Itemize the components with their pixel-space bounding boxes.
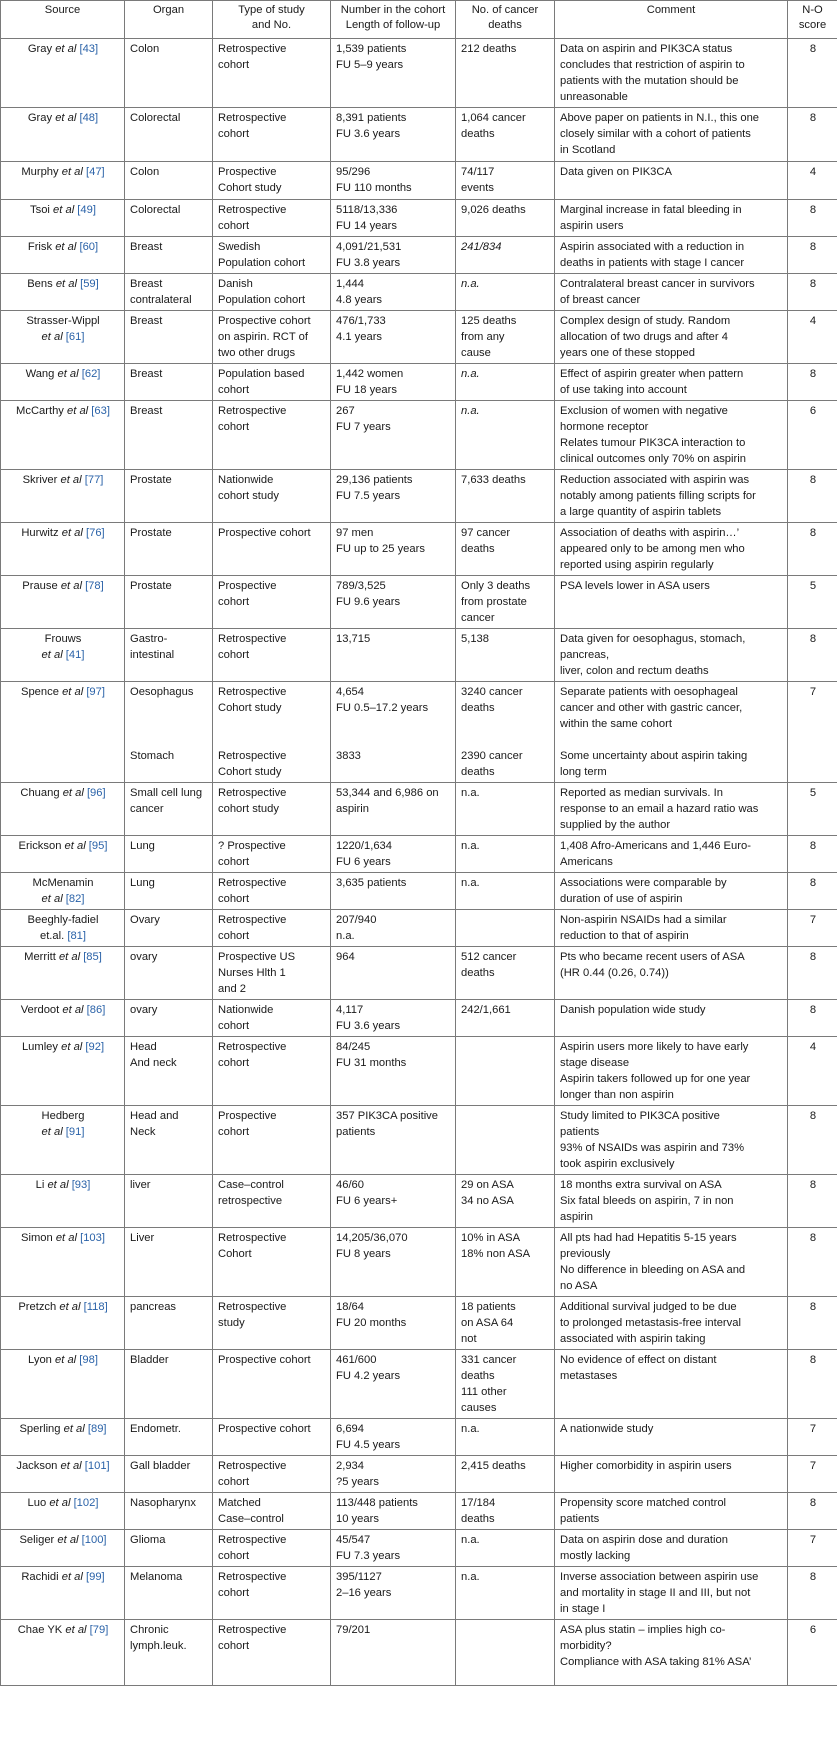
reference-link[interactable]: [102]	[73, 1497, 99, 1509]
cell-organ: Ovary	[125, 910, 213, 947]
cell-cohort-number: 13,715	[331, 629, 456, 682]
cell-source: Luo et al [102]	[1, 1493, 125, 1530]
col-type-header: Type of study and No.	[213, 1, 331, 39]
cell-no-score: 5	[788, 783, 837, 836]
cell-source: Jackson et al [101]	[1, 1456, 125, 1493]
reference-link[interactable]: [98]	[79, 1354, 98, 1366]
cell-comment: Higher comorbidity in aspirin users	[555, 1456, 788, 1493]
cell-cohort-number: 5118/13,336 FU 14 years	[331, 200, 456, 237]
cell-comment: No evidence of effect on distant metastases	[555, 1350, 788, 1419]
cell-no-score: 6	[788, 401, 837, 470]
cell-organ: Gall bladder	[125, 1456, 213, 1493]
table-row	[1, 237, 837, 274]
table-row	[1, 1000, 837, 1037]
table-row	[1, 1175, 837, 1228]
cell-no-score: 8	[788, 39, 837, 108]
table-row	[1, 1350, 837, 1419]
cell-no-score: 7	[788, 682, 837, 783]
table-row	[1, 947, 837, 1000]
cell-cancer-deaths	[456, 1037, 555, 1106]
cell-comment: 18 months extra survival on ASA Six fatal bleeds on aspirin, 7 in non aspirin	[555, 1175, 788, 1228]
cell-cancer-deaths: 17/184 deaths	[456, 1493, 555, 1530]
cell-cancer-deaths: 29 on ASA 34 no ASA	[456, 1175, 555, 1228]
cell-source: Pretzch et al [118]	[1, 1297, 125, 1350]
cell-no-score: 8	[788, 1106, 837, 1175]
cell-no-score: 7	[788, 1456, 837, 1493]
reference-link[interactable]: [86]	[86, 1004, 106, 1016]
cell-study-type: Case–control retrospective	[213, 1175, 331, 1228]
cell-cancer-deaths: 10% in ASA 18% non ASA	[456, 1228, 555, 1297]
reference-link[interactable]: [82]	[65, 893, 85, 905]
col-source-header: Source	[1, 1, 125, 39]
reference-link[interactable]: [76]	[86, 527, 105, 539]
cell-no-score: 8	[788, 1000, 837, 1037]
cell-study-type: Nationwide cohort study	[213, 470, 331, 523]
table-row	[1, 364, 837, 401]
cell-no-score: 8	[788, 1297, 837, 1350]
cell-organ: Small cell lung cancer	[125, 783, 213, 836]
cell-cohort-number: 18/64 FU 20 months	[331, 1297, 456, 1350]
cell-study-type: Swedish Population cohort	[213, 237, 331, 274]
reference-link[interactable]: [79]	[89, 1624, 109, 1636]
cell-no-score: 8	[788, 629, 837, 682]
cell-cohort-number: 1,444 4.8 years	[331, 274, 456, 311]
cell-comment: ASA plus statin – implies high co- morbidity? Compliance with ASA taking 81% ASA’	[555, 1620, 788, 1686]
cell-organ: Head And neck	[125, 1037, 213, 1106]
cell-no-score: 6	[788, 1620, 837, 1686]
cell-no-score: 8	[788, 947, 837, 1000]
cell-cancer-deaths: n.a.	[456, 401, 555, 470]
reference-link[interactable]: [93]	[71, 1179, 91, 1191]
cell-no-score: 8	[788, 1175, 837, 1228]
cell-cohort-number: 14,205/36,070 FU 8 years	[331, 1228, 456, 1297]
table-row	[1, 873, 837, 910]
cell-cohort-number: 8,391 patients FU 3.6 years	[331, 108, 456, 162]
cell-cancer-deaths: 7,633 deaths	[456, 470, 555, 523]
cell-cohort-number: 46/60 FU 6 years+	[331, 1175, 456, 1228]
cell-study-type: Prospective US Nurses Hlth 1 and 2	[213, 947, 331, 1000]
cell-study-type: Retrospective cohort	[213, 200, 331, 237]
cell-cancer-deaths: 242/1,661	[456, 1000, 555, 1037]
cell-source: Chae YK et al [79]	[1, 1620, 125, 1686]
reference-link[interactable]: [91]	[65, 1126, 85, 1138]
cell-source: McMenamin et al [82]	[1, 873, 125, 910]
cell-cohort-number: 113/448 patients 10 years	[331, 1493, 456, 1530]
cell-comment: Exclusion of women with negative hormone receptor Relates tumour PIK3CA interaction to clinical outcomes only 70% on aspirin	[555, 401, 788, 470]
cell-cohort-number: 395/1127 2–16 years	[331, 1567, 456, 1620]
reference-link[interactable]: [101]	[84, 1460, 110, 1472]
table-row	[1, 1620, 837, 1686]
cell-study-type: Retrospective cohort	[213, 873, 331, 910]
table-row	[1, 1228, 837, 1297]
cell-cohort-number: 1,539 patients FU 5–9 years	[331, 39, 456, 108]
cell-no-score: 8	[788, 836, 837, 873]
table-row	[1, 1419, 837, 1456]
cell-study-type: Prospective Cohort study	[213, 162, 331, 200]
cell-study-type: Retrospective Cohort study Retrospective Cohort study	[213, 682, 331, 783]
table-row	[1, 629, 837, 682]
col-organ-header: Organ	[125, 1, 213, 39]
cell-no-score: 8	[788, 1493, 837, 1530]
cell-source: Frisk et al [60]	[1, 237, 125, 274]
reference-link[interactable]: [118]	[83, 1301, 108, 1313]
cell-cohort-number: 4,654 FU 0.5–17.2 years 3833	[331, 682, 456, 783]
table-row	[1, 108, 837, 162]
cell-source: Chuang et al [96]	[1, 783, 125, 836]
cell-study-type: Nationwide cohort	[213, 1000, 331, 1037]
cell-cancer-deaths: 18 patients on ASA 64 not	[456, 1297, 555, 1350]
cell-organ: Melanoma	[125, 1567, 213, 1620]
cell-no-score: 8	[788, 1228, 837, 1297]
cell-no-score: 8	[788, 108, 837, 162]
cell-comment: Associations were comparable by duration of use of aspirin	[555, 873, 788, 910]
cell-no-score: 8	[788, 470, 837, 523]
cell-comment: Marginal increase in fatal bleeding in aspirin users	[555, 200, 788, 237]
table-row	[1, 162, 837, 200]
table-row	[1, 1456, 837, 1493]
col-score-header: N-O score	[788, 1, 837, 39]
cell-cancer-deaths: 331 cancer deaths 111 other causes	[456, 1350, 555, 1419]
table-row	[1, 39, 837, 108]
cell-cancer-deaths: 241/834	[456, 237, 555, 274]
reference-link[interactable]: [78]	[85, 580, 104, 592]
cell-source: Hurwitz et al [76]	[1, 523, 125, 576]
cell-cancer-deaths: Only 3 deaths from prostate cancer	[456, 576, 555, 629]
reference-link[interactable]: [85]	[83, 951, 102, 963]
cell-no-score: 7	[788, 1530, 837, 1567]
reference-link[interactable]: [63]	[91, 405, 110, 417]
cell-study-type: Retrospective cohort	[213, 1567, 331, 1620]
cell-no-score: 4	[788, 311, 837, 364]
cell-cancer-deaths: n.a.	[456, 1567, 555, 1620]
cell-source: McCarthy et al [63]	[1, 401, 125, 470]
cell-comment: Pts who became recent users of ASA (HR 0.44 (0.26, 0.74))	[555, 947, 788, 1000]
table-row	[1, 311, 837, 364]
cell-study-type: Prospective cohort	[213, 1106, 331, 1175]
cell-comment: All pts had had Hepatitis 5-15 years previously No difference in bleeding on ASA and no ASA	[555, 1228, 788, 1297]
cell-cancer-deaths: n.a.	[456, 274, 555, 311]
cell-organ: Glioma	[125, 1530, 213, 1567]
cell-organ: ovary	[125, 947, 213, 1000]
table-row	[1, 682, 837, 783]
col-deaths-header: No. of cancer deaths	[456, 1, 555, 39]
cell-cohort-number: 95/296 FU 110 months	[331, 162, 456, 200]
cell-cancer-deaths	[456, 1620, 555, 1686]
cell-source: Murphy et al [47]	[1, 162, 125, 200]
cell-cohort-number: 29,136 patients FU 7.5 years	[331, 470, 456, 523]
cell-comment: Reduction associated with aspirin was notably among patients filling scripts for a large quantity of aspirin tablets	[555, 470, 788, 523]
reference-link[interactable]: [43]	[79, 43, 99, 55]
cell-cohort-number: 1220/1,634 FU 6 years	[331, 836, 456, 873]
cell-comment: Propensity score matched control patients	[555, 1493, 788, 1530]
cell-cancer-deaths: 3240 cancer deaths 2390 cancer deaths	[456, 682, 555, 783]
cell-no-score: 8	[788, 523, 837, 576]
cell-comment: Aspirin associated with a reduction in deaths in patients with stage I cancer	[555, 237, 788, 274]
reference-link[interactable]: [49]	[77, 204, 96, 216]
cell-cancer-deaths: n.a.	[456, 1530, 555, 1567]
cell-organ: Liver	[125, 1228, 213, 1297]
reference-link[interactable]: [47]	[86, 166, 105, 178]
cell-comment: Complex design of study. Random allocation of two drugs and after 4 years one of these stopped	[555, 311, 788, 364]
cell-comment: Association of deaths with aspirin…’ appeared only to be among men who reported using aspirin regularly	[555, 523, 788, 576]
cell-organ: Prostate	[125, 576, 213, 629]
table-row	[1, 910, 837, 947]
cell-comment: Separate patients with oesophageal cancer and other with gastric cancer, within the same cohort Some uncertainty about aspirin taking long term	[555, 682, 788, 783]
cell-organ: Head and Neck	[125, 1106, 213, 1175]
cell-source: Gray et al [48]	[1, 108, 125, 162]
cell-cancer-deaths: 512 cancer deaths	[456, 947, 555, 1000]
table-row	[1, 200, 837, 237]
reference-link[interactable]: [62]	[81, 368, 101, 380]
cell-comment: Data on aspirin dose and duration mostly lacking	[555, 1530, 788, 1567]
cell-study-type: Prospective cohort	[213, 1419, 331, 1456]
cell-cancer-deaths: n.a.	[456, 364, 555, 401]
cell-comment: A nationwide study	[555, 1419, 788, 1456]
cell-cancer-deaths	[456, 1106, 555, 1175]
reference-link[interactable]: [41]	[65, 649, 85, 661]
cell-organ: Prostate	[125, 470, 213, 523]
cell-comment: Data given for oesophagus, stomach, pancreas, liver, colon and rectum deaths	[555, 629, 788, 682]
cell-source: Erickson et al [95]	[1, 836, 125, 873]
cell-organ: Colorectal	[125, 108, 213, 162]
cell-no-score: 8	[788, 1567, 837, 1620]
cell-source: Prause et al [78]	[1, 576, 125, 629]
cell-comment: Data given on PIK3CA	[555, 162, 788, 200]
cell-study-type: Danish Population cohort	[213, 274, 331, 311]
cell-study-type: Retrospective study	[213, 1297, 331, 1350]
reference-link[interactable]: [100]	[81, 1534, 107, 1546]
cell-source: Lyon et al [98]	[1, 1350, 125, 1419]
cell-organ: Prostate	[125, 523, 213, 576]
table-row	[1, 1106, 837, 1175]
cell-source: Simon et al [103]	[1, 1228, 125, 1297]
cell-organ: Breast	[125, 401, 213, 470]
cell-comment: Inverse association between aspirin use and mortality in stage II and III, but not in stage I	[555, 1567, 788, 1620]
cell-comment: Above paper on patients in N.I., this one closely similar with a cohort of patients in Scotland	[555, 108, 788, 162]
cell-organ: Oesophagus Stomach	[125, 682, 213, 783]
cell-source: Frouws et al [41]	[1, 629, 125, 682]
cell-study-type: Retrospective cohort	[213, 910, 331, 947]
reference-link[interactable]: [60]	[79, 241, 99, 253]
cell-cohort-number: 4,117 FU 3.6 years	[331, 1000, 456, 1037]
reference-link[interactable]: [97]	[86, 686, 105, 698]
cell-organ: Chronic lymph.leuk.	[125, 1620, 213, 1686]
cell-study-type: Prospective cohort	[213, 576, 331, 629]
cell-source: Verdoot et al [86]	[1, 1000, 125, 1037]
reference-link[interactable]: [96]	[86, 787, 106, 799]
cell-cohort-number: 79/201	[331, 1620, 456, 1686]
cell-cohort-number: 207/940 n.a.	[331, 910, 456, 947]
cell-organ: Bladder	[125, 1350, 213, 1419]
table-row	[1, 1530, 837, 1567]
cell-cancer-deaths: 2,415 deaths	[456, 1456, 555, 1493]
cell-cohort-number: 964	[331, 947, 456, 1000]
cell-comment: Additional survival judged to be due to prolonged metastasis-free interval associated with aspirin taking	[555, 1297, 788, 1350]
table-row	[1, 1567, 837, 1620]
reference-link[interactable]: [92]	[85, 1041, 105, 1053]
cell-cohort-number: 267 FU 7 years	[331, 401, 456, 470]
cell-cohort-number: 53,344 and 6,986 on aspirin	[331, 783, 456, 836]
cell-comment: Danish population wide study	[555, 1000, 788, 1037]
cell-study-type: Retrospective cohort	[213, 1620, 331, 1686]
cell-source: Li et al [93]	[1, 1175, 125, 1228]
cell-cohort-number: 4,091/21,531 FU 3.8 years	[331, 237, 456, 274]
cell-source: Gray et al [43]	[1, 39, 125, 108]
cell-organ: Breast	[125, 364, 213, 401]
cell-cancer-deaths: 97 cancer deaths	[456, 523, 555, 576]
cell-no-score: 8	[788, 274, 837, 311]
cell-study-type: Retrospective Cohort	[213, 1228, 331, 1297]
table-row	[1, 576, 837, 629]
cell-study-type: Population based cohort	[213, 364, 331, 401]
cell-cancer-deaths: 74/117 events	[456, 162, 555, 200]
table-row	[1, 1037, 837, 1106]
cell-organ: Endometr.	[125, 1419, 213, 1456]
reference-link[interactable]: [59]	[80, 278, 99, 290]
cell-comment: Data on aspirin and PIK3CA status concludes that restriction of aspirin to patients with the mutation should be unreasonable	[555, 39, 788, 108]
cell-cohort-number: 1,442 women FU 18 years	[331, 364, 456, 401]
cell-cohort-number: 97 men FU up to 25 years	[331, 523, 456, 576]
cell-cohort-number: 3,635 patients	[331, 873, 456, 910]
cell-study-type: Retrospective cohort	[213, 108, 331, 162]
cell-cancer-deaths: 125 deaths from any cause	[456, 311, 555, 364]
cell-source: Lumley et al [92]	[1, 1037, 125, 1106]
cell-organ: Breast	[125, 237, 213, 274]
cell-comment: Contralateral breast cancer in survivors of breast cancer	[555, 274, 788, 311]
cell-source: Beeghly-fadiel et.al. [81]	[1, 910, 125, 947]
cell-no-score: 4	[788, 162, 837, 200]
reference-link[interactable]: [61]	[65, 331, 85, 343]
table-row	[1, 836, 837, 873]
cell-study-type: Prospective cohort	[213, 523, 331, 576]
cell-source: Hedberg et al [91]	[1, 1106, 125, 1175]
table-body	[1, 39, 837, 1686]
cell-study-type: ? Prospective cohort	[213, 836, 331, 873]
table-row	[1, 1297, 837, 1350]
cell-no-score: 8	[788, 364, 837, 401]
cell-no-score: 8	[788, 873, 837, 910]
cell-cancer-deaths: 9,026 deaths	[456, 200, 555, 237]
reference-link[interactable]: [95]	[88, 840, 108, 852]
cell-comment: Reported as median survivals. In response to an email a hazard ratio was supplied by the author	[555, 783, 788, 836]
cell-cancer-deaths: 212 deaths	[456, 39, 555, 108]
cell-organ: Breast	[125, 311, 213, 364]
cell-no-score: 7	[788, 1419, 837, 1456]
cell-cohort-number: 84/245 FU 31 months	[331, 1037, 456, 1106]
cell-study-type: Retrospective cohort study	[213, 783, 331, 836]
cell-source: Tsoi et al [49]	[1, 200, 125, 237]
cell-cancer-deaths: n.a.	[456, 1419, 555, 1456]
cell-organ: liver	[125, 1175, 213, 1228]
cell-cohort-number: 45/547 FU 7.3 years	[331, 1530, 456, 1567]
cell-comment: PSA levels lower in ASA users	[555, 576, 788, 629]
reference-link[interactable]: [81]	[67, 930, 87, 942]
table-row	[1, 470, 837, 523]
reference-link[interactable]: [103]	[80, 1232, 105, 1244]
cell-comment: 1,408 Afro-Americans and 1,446 Euro- Americans	[555, 836, 788, 873]
cell-source: Bens et al [59]	[1, 274, 125, 311]
cell-no-score: 8	[788, 200, 837, 237]
cell-study-type: Retrospective cohort	[213, 1456, 331, 1493]
table-row	[1, 401, 837, 470]
cell-study-type: Retrospective cohort	[213, 1037, 331, 1106]
reference-link[interactable]: [99]	[86, 1571, 105, 1583]
cell-source: Rachidi et al [99]	[1, 1567, 125, 1620]
cell-organ: Colon	[125, 162, 213, 200]
table-row	[1, 274, 837, 311]
cell-organ: Gastro- intestinal	[125, 629, 213, 682]
cell-study-type: Retrospective cohort	[213, 39, 331, 108]
cell-source: Wang et al [62]	[1, 364, 125, 401]
cell-study-type: Retrospective cohort	[213, 1530, 331, 1567]
cell-study-type: Matched Case–control	[213, 1493, 331, 1530]
cell-cancer-deaths: n.a.	[456, 783, 555, 836]
cell-comment: Aspirin users more likely to have early stage disease Aspirin takers followed up for one year longer than non aspirin	[555, 1037, 788, 1106]
cell-source: Skriver et al [77]	[1, 470, 125, 523]
cell-organ: ovary	[125, 1000, 213, 1037]
cell-organ: Colorectal	[125, 200, 213, 237]
table-row	[1, 783, 837, 836]
cell-organ: Breast contralateral	[125, 274, 213, 311]
cell-source: Merritt et al [85]	[1, 947, 125, 1000]
cell-cancer-deaths: n.a.	[456, 873, 555, 910]
cell-no-score: 4	[788, 1037, 837, 1106]
cell-cohort-number: 6,694 FU 4.5 years	[331, 1419, 456, 1456]
table-row	[1, 1493, 837, 1530]
cell-comment: Effect of aspirin greater when pattern of use taking into account	[555, 364, 788, 401]
cell-study-type: Prospective cohort on aspirin. RCT of two other drugs	[213, 311, 331, 364]
table-row	[1, 523, 837, 576]
cell-no-score: 7	[788, 910, 837, 947]
cell-organ: Lung	[125, 873, 213, 910]
cell-cancer-deaths: 1,064 cancer deaths	[456, 108, 555, 162]
cell-cohort-number: 789/3,525 FU 9.6 years	[331, 576, 456, 629]
cell-no-score: 8	[788, 237, 837, 274]
cell-cancer-deaths: 5,138	[456, 629, 555, 682]
cell-study-type: Prospective cohort	[213, 1350, 331, 1419]
cell-source: Strasser-Wippl et al [61]	[1, 311, 125, 364]
cell-cancer-deaths	[456, 910, 555, 947]
cell-comment: Study limited to PIK3CA positive patients 93% of NSAIDs was aspirin and 73% took aspirin exclusively	[555, 1106, 788, 1175]
cell-study-type: Retrospective cohort	[213, 401, 331, 470]
cell-organ: Colon	[125, 39, 213, 108]
cell-no-score: 8	[788, 1350, 837, 1419]
cell-organ: pancreas	[125, 1297, 213, 1350]
cell-comment: Non-aspirin NSAIDs had a similar reduction to that of aspirin	[555, 910, 788, 947]
reference-link[interactable]: [89]	[87, 1423, 107, 1435]
cell-no-score: 5	[788, 576, 837, 629]
cell-cohort-number: 2,934 ?5 years	[331, 1456, 456, 1493]
reference-link[interactable]: [48]	[79, 112, 99, 124]
table-header-row	[1, 1, 837, 39]
reference-link[interactable]: [77]	[84, 474, 104, 486]
cell-cancer-deaths: n.a.	[456, 836, 555, 873]
cell-cohort-number: 461/600 FU 4.2 years	[331, 1350, 456, 1419]
col-comment-header: Comment	[555, 1, 788, 39]
cell-source: Seliger et al [100]	[1, 1530, 125, 1567]
cell-cohort-number: 476/1,733 4.1 years	[331, 311, 456, 364]
cell-organ: Nasopharynx	[125, 1493, 213, 1530]
col-number-header: Number in the cohort Length of follow-up	[331, 1, 456, 39]
cell-source: Spence et al [97]	[1, 682, 125, 783]
cell-cohort-number: 357 PIK3CA positive patients	[331, 1106, 456, 1175]
cell-organ: Lung	[125, 836, 213, 873]
cell-source: Sperling et al [89]	[1, 1419, 125, 1456]
cell-study-type: Retrospective cohort	[213, 629, 331, 682]
